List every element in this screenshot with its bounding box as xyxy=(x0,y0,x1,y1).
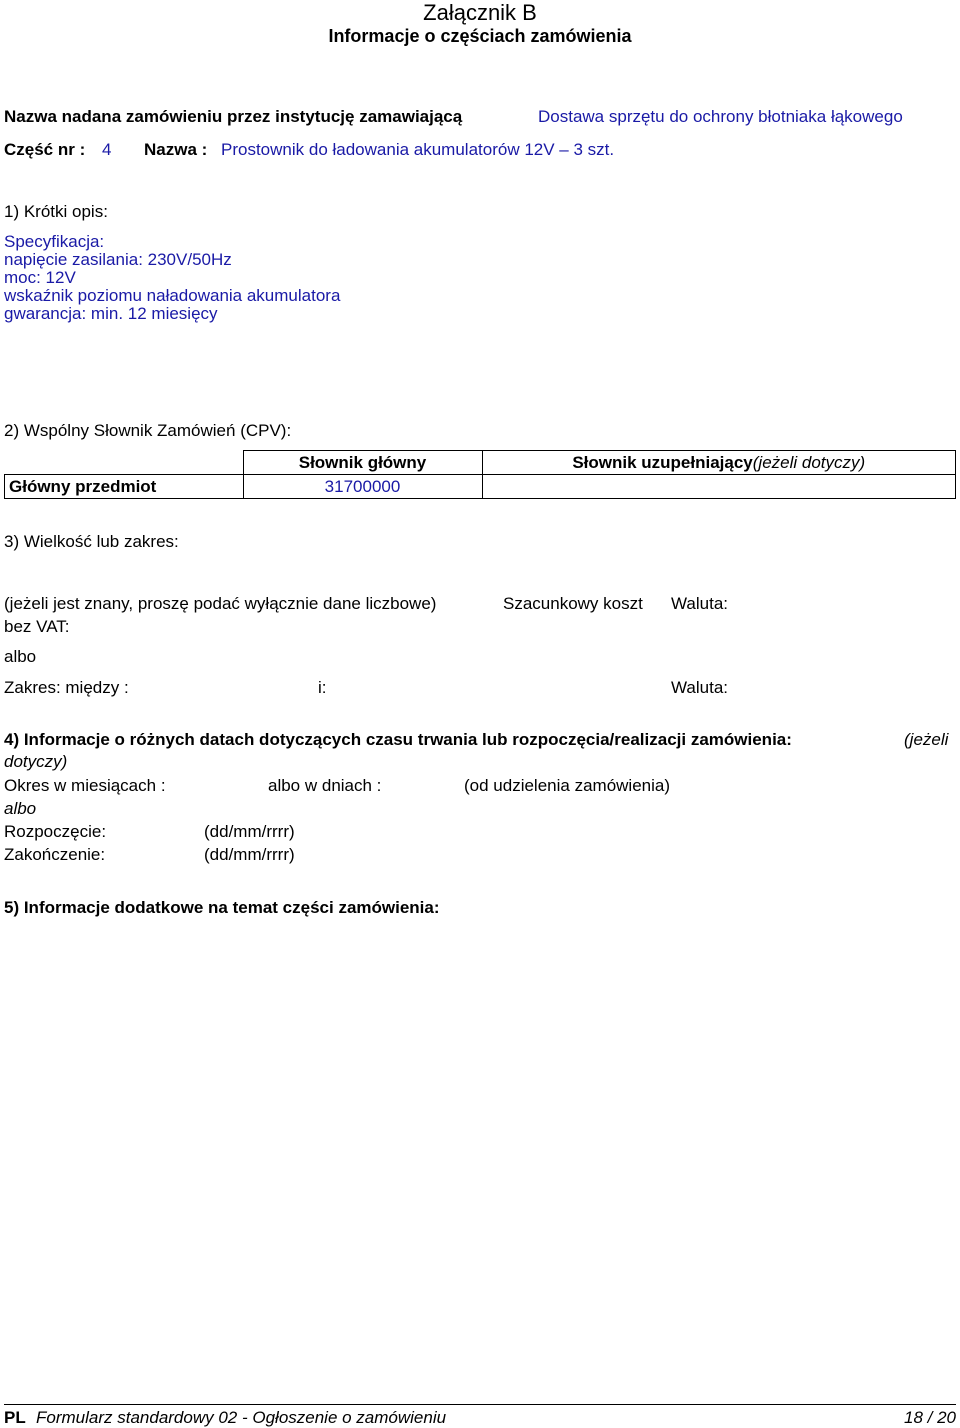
description-line: napięcie zasilania: 230V/50Hz xyxy=(4,250,232,269)
cpv-supp-header xyxy=(482,451,956,475)
section-3-heading: 3) Wielkość lub zakres: xyxy=(4,532,179,551)
page-title: Załącznik B xyxy=(423,0,537,25)
start-date-format: (dd/mm/rrrr) xyxy=(204,822,295,841)
section-4-heading: 4) Informacje o różnych datach dotyczących czasu trwania lub rozpoczęcia/realizacji zamówienia: xyxy=(4,730,792,749)
footer-form-name: Formularz standardowy 02 - Ogłoszenie o zamówieniu xyxy=(36,1408,447,1427)
section-1-heading: 1) Krótki opis: xyxy=(4,202,108,221)
short-description xyxy=(4,233,340,323)
cpv-supp-header-note: (jeżeli dotyczy) xyxy=(752,452,866,472)
cpv-row-label: Główny przedmiot xyxy=(5,475,244,499)
months-label: Okres w miesiącach : xyxy=(4,776,166,795)
range-currency-label: Waluta: xyxy=(671,678,729,697)
order-name-label: Nazwa nadana zamówieniu przez instytucję zamawiającą xyxy=(4,107,463,126)
end-date-label: Zakończenie: xyxy=(4,845,106,864)
cpv-main-value: 31700000 xyxy=(243,475,482,499)
footer-language: PL xyxy=(4,1408,26,1427)
section-2-heading: 2) Wspólny Słownik Zamówień (CPV): xyxy=(4,421,292,440)
order-name-value: Dostawa sprzętu do ochrony błotniaka łąkowego xyxy=(538,107,903,126)
part-number-value: 4 xyxy=(102,140,112,159)
range-between-label: Zakres: między : xyxy=(4,678,129,697)
cpv-main-header: Słownik główny xyxy=(243,451,482,475)
page-subtitle: Informacje o częściach zamówienia xyxy=(328,26,632,46)
section-5-heading: 5) Informacje dodatkowe na temat części zamówienia: xyxy=(4,898,440,917)
estimated-cost-label: Szacunkowy koszt xyxy=(503,594,643,613)
range-and-label: i: xyxy=(318,678,327,697)
description-line: moc: 12V xyxy=(4,268,76,287)
vat-label: bez VAT: xyxy=(4,617,70,636)
cpv-supp-header-label: Słownik uzupełniający xyxy=(572,452,753,472)
section-4-note: (jeżeli xyxy=(904,730,949,749)
or-label: albo xyxy=(4,647,37,666)
cpv-header-row xyxy=(5,451,956,475)
start-date-label: Rozpoczęcie: xyxy=(4,822,107,841)
days-label: albo w dniach : xyxy=(268,776,382,795)
cpv-supp-value xyxy=(482,475,956,499)
description-line: gwarancja: min. 12 miesięcy xyxy=(4,304,218,323)
footer-divider xyxy=(4,1404,956,1405)
description-line: Specyfikacja: xyxy=(4,232,105,251)
currency-label: Waluta: xyxy=(671,594,729,613)
part-name-label: Nazwa : xyxy=(144,140,208,159)
end-date-format: (dd/mm/rrrr) xyxy=(204,845,295,864)
or-label-dates: albo xyxy=(4,799,37,818)
footer-page-number: 18 / 20 xyxy=(904,1408,956,1427)
cpv-table xyxy=(4,450,956,499)
section-4-note-cont: dotyczy) xyxy=(4,752,68,771)
quantity-note: (jeżeli jest znany, proszę podać wyłącznie dane liczbowe) xyxy=(4,594,437,613)
description-line: wskaźnik poziomu naładowania akumulatora xyxy=(4,286,341,305)
part-number-label: Część nr : xyxy=(4,140,86,159)
cpv-empty-cell xyxy=(5,451,244,475)
from-award-label: (od udzielenia zamówienia) xyxy=(464,776,671,795)
cpv-data-row xyxy=(5,475,956,499)
part-name-value: Prostownik do ładowania akumulatorów 12V – 3 szt. xyxy=(221,140,615,159)
